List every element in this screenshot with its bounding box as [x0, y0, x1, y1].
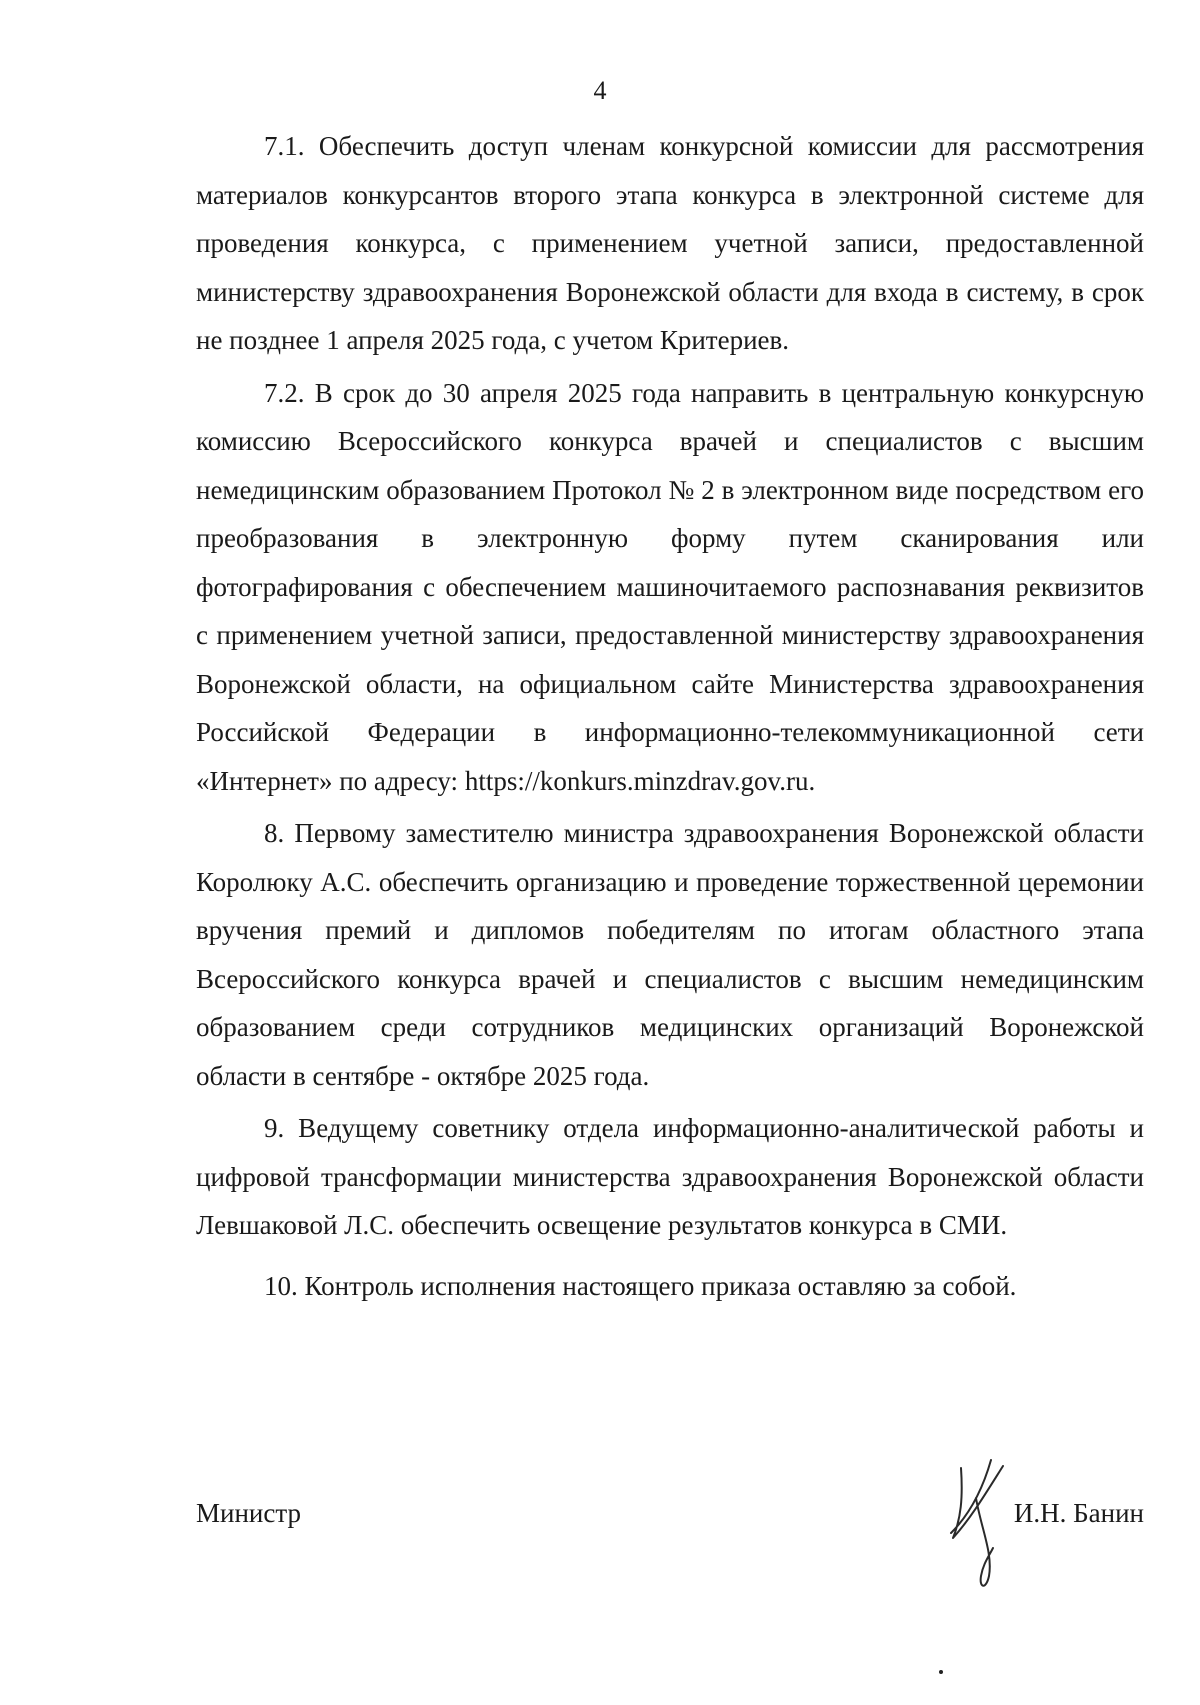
paragraph-10: 10. Контроль исполнения настоящего приказа оставляю за собой.: [264, 1270, 1017, 1301]
signer-title: Министр: [196, 1498, 301, 1528]
paragraph-9: 9. Ведущему советнику отдела информационно-аналитической работы и цифровой трансформации министерства здравоохранения Воронежской области Левшаковой Л.С. обеспечить освещение результатов конкурса в СМИ.: [196, 1113, 1144, 1240]
document-body: [196, 122, 1144, 1310]
paragraph-7-1: 7.1. Обеспечить доступ членам конкурсной комиссии для рассмотрения материалов конкурсантов второго этапа конкурса в электронной системе для проведения конкурса, с применением учетной записи, предоставленной министерству здравоохранения Воронежской области для входа в систему, в срок не позднее 1 апреля 2025 года, с учетом Критериев.: [196, 131, 1144, 355]
signature-block: [196, 1458, 1144, 1598]
scan-dot: [939, 1670, 943, 1674]
signer-name: И.Н. Банин: [1013, 1498, 1144, 1528]
page-number: 4: [593, 76, 607, 105]
paragraph-7-2: 7.2. В срок до 30 апреля 2025 года направить в центральную конкурсную комиссию Всероссийского конкурса врачей и специалистов с высшим немедицинским образованием Протокол № 2 в электронном виде посредством его преобразования в электронную форму путем сканирования или фотографирования с обеспечением машиночитаемого распознавания реквизитов с применением учетной записи, предоставленной министерству здравоохранения Воронежской области, на официальном сайте Министерства здравоохранения Российской Федерации в информационно-телекоммуникационной сети «Интернет» по адресу: https://konkurs.minzdrav.gov.ru.: [196, 377, 1144, 796]
handwritten-signature: [931, 1458, 1021, 1598]
paragraph-8: 8. Первому заместителю министра здравоохранения Воронежской области Королюку А.С. обеспечить организацию и проведение торжественной церемонии вручения премий и дипломов победителям по итогам областного этапа Всероссийского конкурса врачей и специалистов с высшим немедицинским образованием среди сотрудников медицинских организаций Воронежской области в сентябре - октябре 2025 года.: [196, 818, 1144, 1091]
